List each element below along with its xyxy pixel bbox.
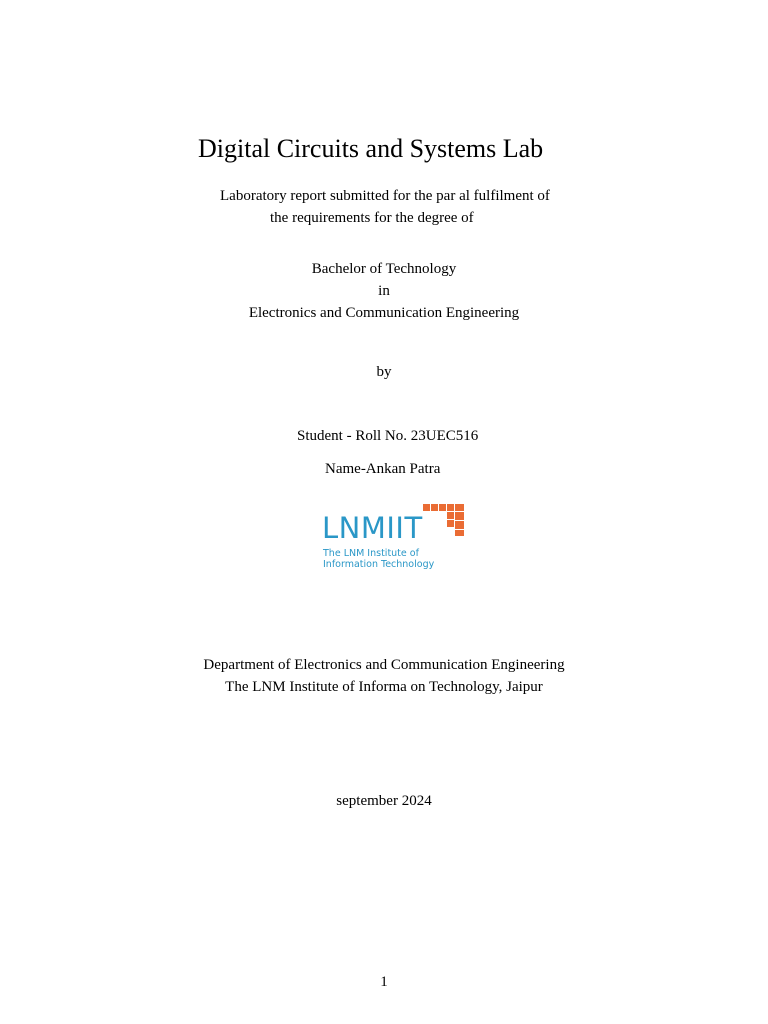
in-word: in (378, 283, 390, 299)
department-name: Department of Electronics and Communication Engineering (203, 657, 565, 673)
subtitle-line-1: Laboratory report submitted for the par al fulfilment of (220, 188, 550, 204)
page-number: 1 (380, 974, 388, 990)
branch-name: Electronics and Communication Engineering (248, 305, 520, 321)
logo-subtitle-line-2: Information Technology (323, 559, 435, 570)
institute-name: The LNM Institute of Informa on Technology, Jaipur (225, 679, 543, 695)
logo-wordmark: LNMIIT (322, 511, 423, 545)
institute-logo (320, 498, 470, 578)
by-word: by (376, 364, 392, 380)
degree-name: Bachelor of Technology (311, 261, 457, 277)
student-roll: Student - Roll No. 23UEC516 (297, 428, 479, 444)
student-name: Name-Ankan Patra (325, 461, 441, 477)
subtitle-line-2: the requirements for the degree of (270, 210, 474, 226)
logo-subtitle-line-1: The LNM Institute of (323, 548, 419, 559)
report-title: Digital Circuits and Systems Lab (198, 134, 544, 163)
report-date: september 2024 (336, 793, 432, 809)
